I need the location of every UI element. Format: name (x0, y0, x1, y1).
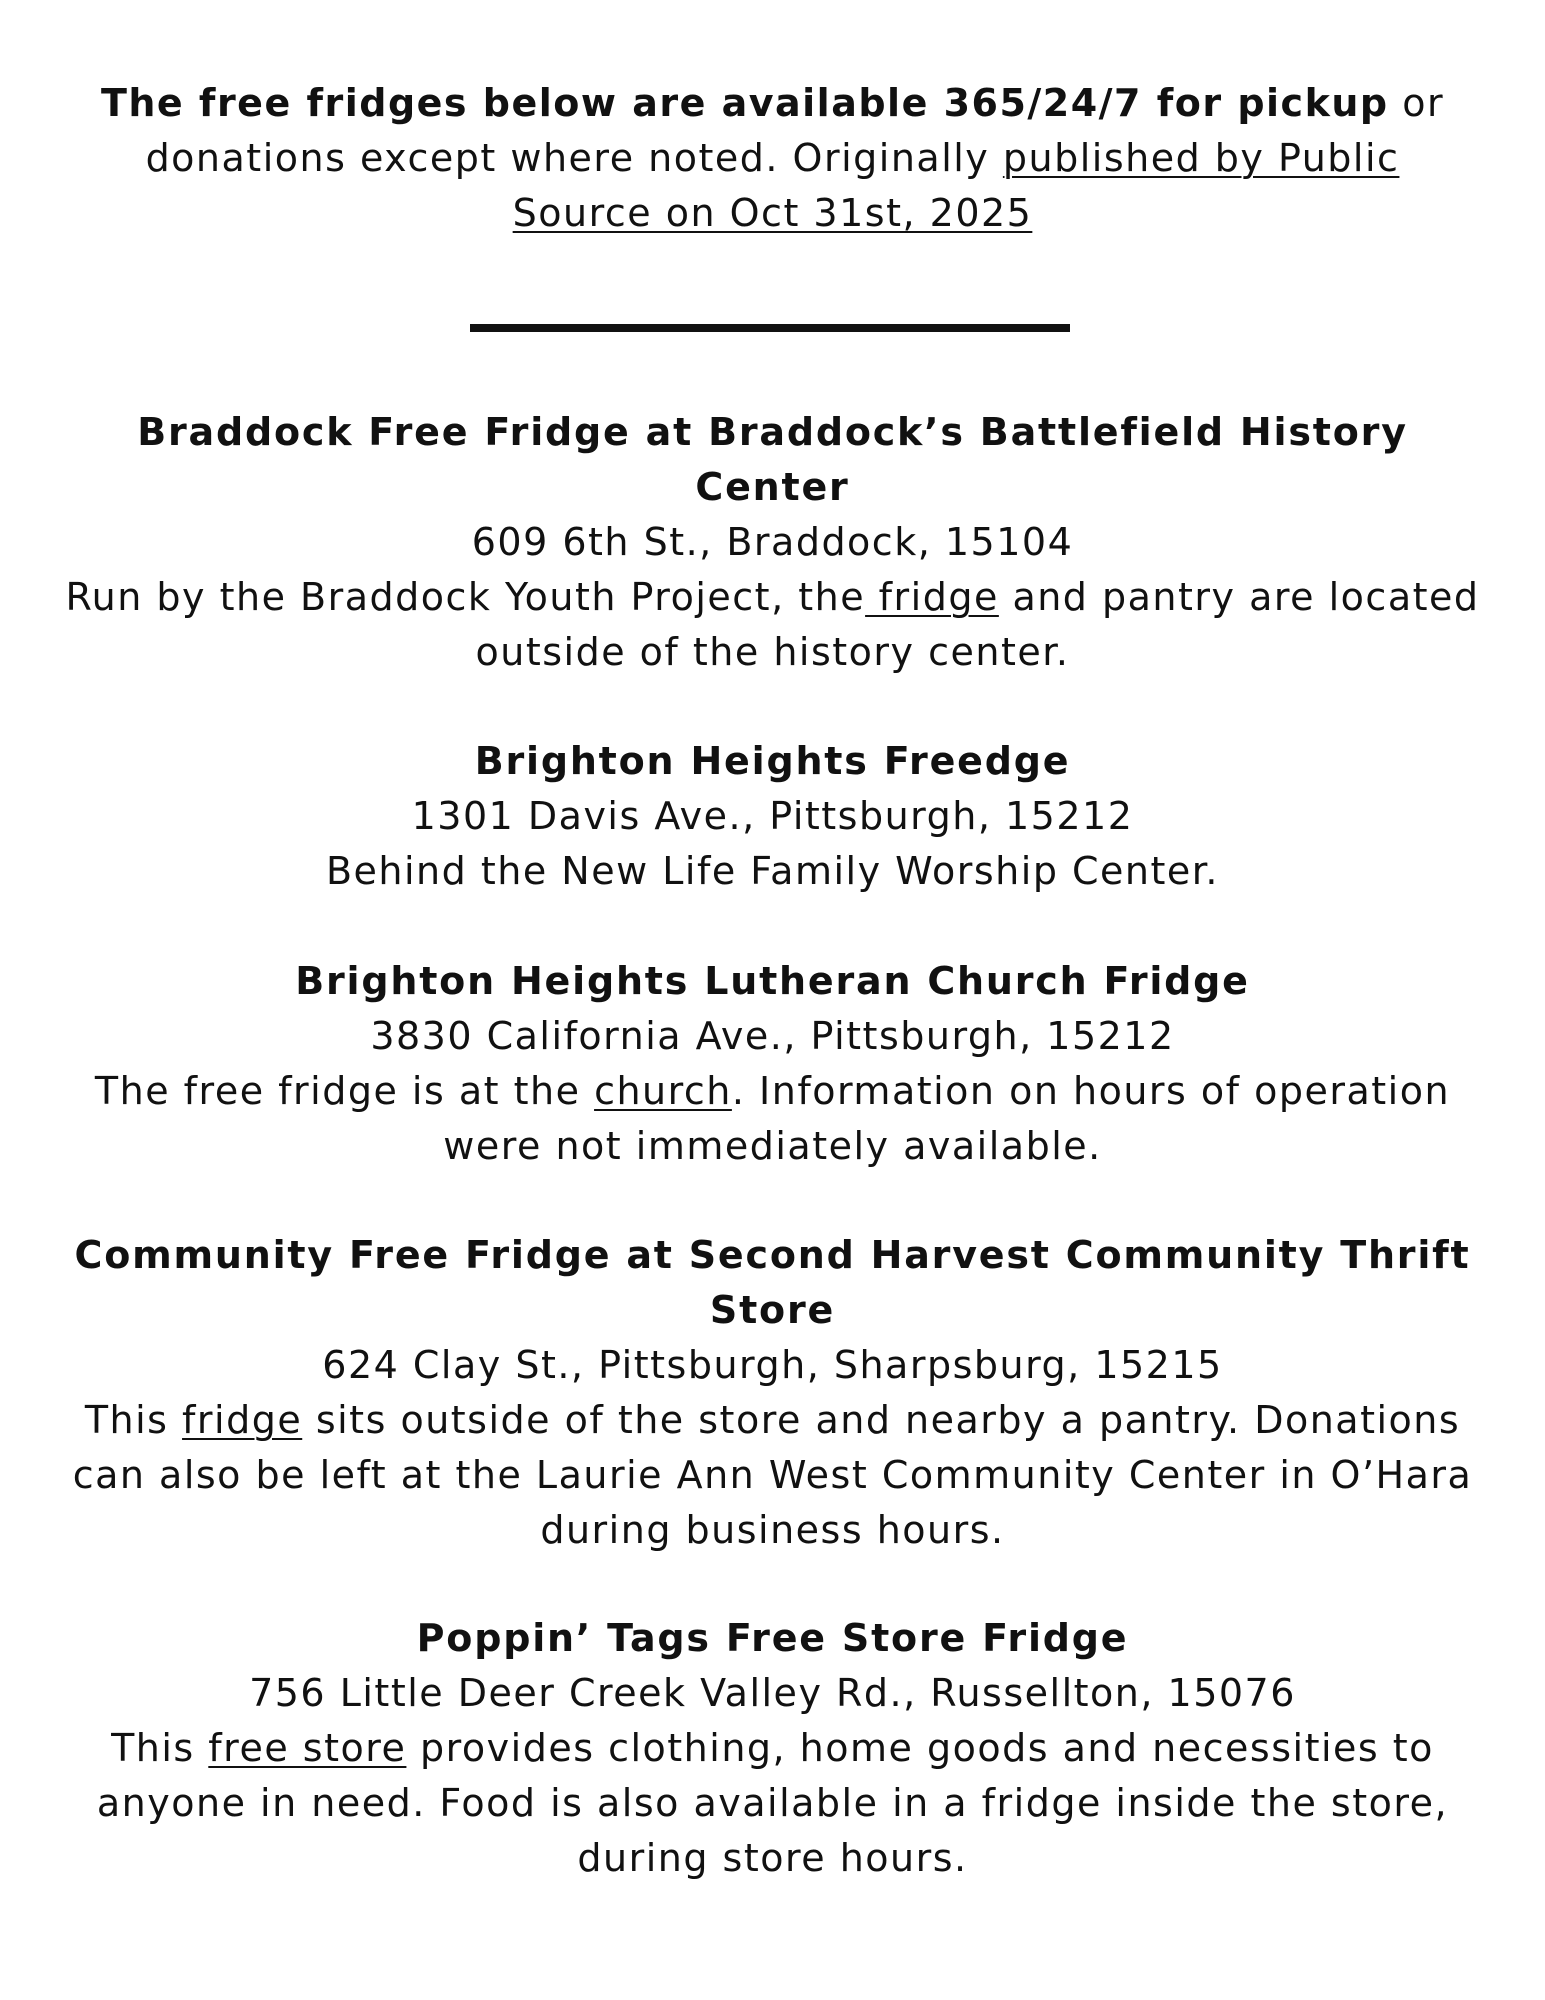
description-text: This (84, 1398, 183, 1442)
listing-description (60, 1721, 1485, 1886)
free-store-link[interactable]: free store (208, 1726, 407, 1770)
description-text: Run by the Braddock Youth Project, the (65, 575, 866, 619)
description-text: The free fridge is at the (94, 1069, 595, 1113)
intro-text: or donations except where noted. Originally (145, 81, 1445, 180)
listing-address: 624 Clay St., Pittsburgh, Sharpsburg, 15215 (322, 1343, 1223, 1387)
listing-address: 756 Little Deer Creek Valley Rd., Russellton, 15076 (249, 1671, 1296, 1715)
church-link[interactable]: church (594, 1069, 732, 1113)
fridge-listing-poppin-tags (60, 1611, 1485, 1886)
fridge-listing-brighton-heights-freedge (60, 734, 1485, 899)
listing-name: Braddock Free Fridge at Braddock’s Battlefield History Center (137, 410, 1408, 509)
listing-name: Community Free Fridge at Second Harvest Community Thrift Store (74, 1233, 1471, 1332)
description-text: provides clothing, home goods and necessities to anyone in need. Food is also available in a fridge inside the store, during store hours. (96, 1726, 1449, 1880)
listing-description: Behind the New Life Family Worship Center. (325, 849, 1220, 893)
intro-paragraph (90, 76, 1455, 241)
listing-name: Brighton Heights Lutheran Church Fridge (295, 959, 1250, 1003)
description-text: . Information on hours of operation were not immediately available. (443, 1069, 1451, 1168)
listing-address: 1301 Davis Ave., Pittsburgh, 15212 (411, 794, 1134, 838)
listing-address: 3830 California Ave., Pittsburgh, 15212 (370, 1014, 1175, 1058)
fridge-listing-braddock (60, 405, 1485, 680)
listing-description (60, 1064, 1485, 1174)
description-text: sits outside of the store and nearby a pantry. Donations can also be left at the Laurie Ann West Community Center in O’Hara during business hours. (72, 1398, 1473, 1552)
listing-description (60, 570, 1485, 680)
listing-description (60, 1393, 1485, 1558)
description-text: This (111, 1726, 209, 1770)
description-text: and pantry are located outside of the history center. (475, 575, 1480, 674)
listing-name: Poppin’ Tags Free Store Fridge (416, 1616, 1129, 1660)
fridge-listing-lutheran-church (60, 954, 1485, 1174)
fridge-listing-second-harvest (60, 1228, 1485, 1558)
intro-bold-text: The free fridges below are available 365/24/7 for pickup (100, 81, 1389, 125)
section-divider (470, 324, 1070, 332)
fridge-link[interactable]: fridge (182, 1398, 303, 1442)
fridge-link[interactable]: fridge (865, 575, 999, 619)
listing-name: Brighton Heights Freedge (474, 739, 1071, 783)
source-link[interactable]: published by Public Source on Oct 31st, 2025 (512, 136, 1400, 235)
listing-address: 609 6th St., Braddock, 15104 (471, 520, 1074, 564)
